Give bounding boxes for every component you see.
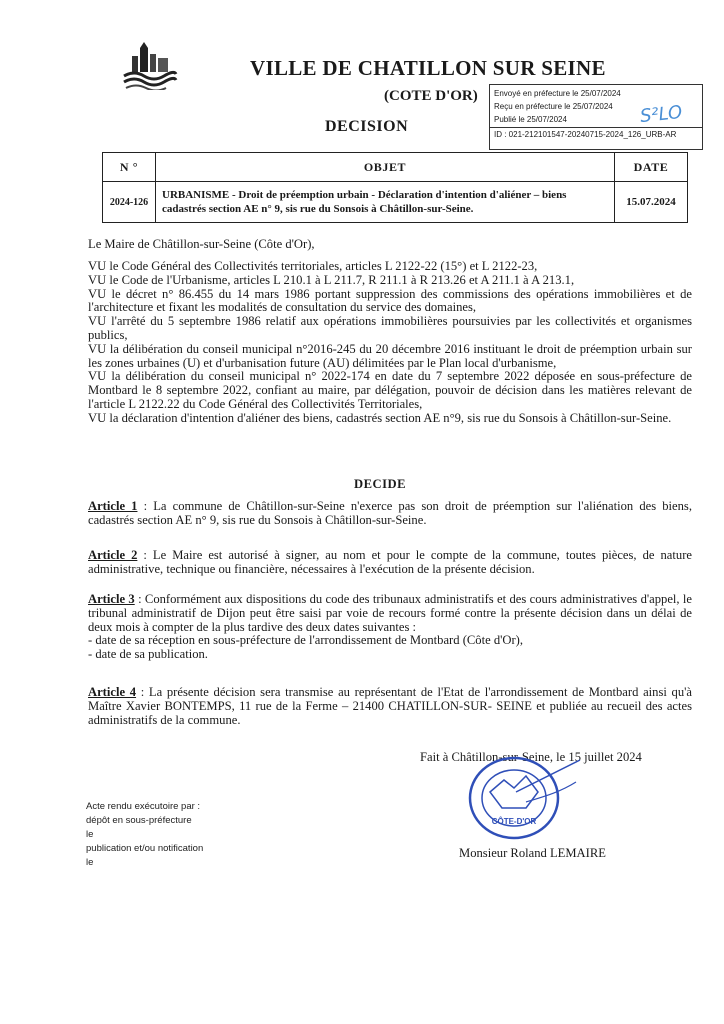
prefecture-published: Publié le 25/07/2024 bbox=[494, 115, 567, 124]
article-3 bbox=[88, 593, 692, 662]
prefecture-received: Reçu en préfecture le 25/07/2024 bbox=[494, 102, 613, 111]
decision-table bbox=[102, 152, 688, 223]
prefecture-id: ID : 021-212101547-20240715-2024_126_URB-AR bbox=[490, 127, 702, 141]
article-text: : Le Maire est autorisé à signer, au nom et pour le compte de la commune, toutes pièces, de nature administrative, technique ou financière, nécessaires à l'exécution de la présente décision. bbox=[88, 548, 692, 576]
article-label: Article 4 bbox=[88, 685, 137, 699]
article-2 bbox=[88, 549, 692, 577]
article-text: : La commune de Châtillon-sur-Seine n'exerce pas son droit de préemption sur l'aliénation des biens, cadastrés section AE n° 9, sis rue du Sonsois à Châtillon-sur-Seine. bbox=[88, 499, 692, 527]
article-text: : Conformément aux dispositions du code des tribunaux administratifs et des cours administratives d'appel, le tribunal administratif de Dijon peut être saisi par voie de recours formé contre la présente décision dans un délai de deux mois à compter de la plus tardive des deux dates suivantes : bbox=[88, 592, 692, 634]
prefecture-sent: Envoyé en préfecture le 25/07/2024 bbox=[494, 89, 621, 98]
enforcement-line: le bbox=[86, 829, 94, 840]
column-header-number: N ° bbox=[103, 153, 156, 182]
article-label: Article 2 bbox=[88, 548, 138, 562]
enforcement-line: publication et/ou notification bbox=[86, 843, 204, 854]
enforcement-note bbox=[86, 800, 226, 870]
consideration-item: VU la délibération du conseil municipal n° 2022-174 en date du 7 septembre 2022 déposée en sous-préfecture de Montbard le 8 septembre 2022, confiant au maire, par délégation, pouvoir de décision dans les matières relevant de l'article L 2122.22 du Code Général des Collectivités Territoriales, bbox=[88, 369, 692, 411]
page-subtitle: (COTE D'OR) bbox=[384, 88, 478, 104]
city-logo bbox=[120, 42, 178, 90]
decision-objet: URBANISME - Droit de préemption urbain - Déclaration d'intention d'aliéner – biens cadastrés section AE n° 9, sis rue du Sonsois à Châtillon-sur-Seine. bbox=[156, 182, 615, 223]
enforcement-line: dépôt en sous-préfecture bbox=[86, 815, 192, 826]
article-label: Article 1 bbox=[88, 499, 138, 513]
enforcement-line: le bbox=[86, 857, 94, 868]
article-1 bbox=[88, 500, 692, 528]
consideration-item: VU la déclaration d'intention d'aliéner des biens, cadastrés section AE n°9, sis rue du Sonsois à Châtillon-sur-Seine. bbox=[88, 410, 672, 425]
official-stamp bbox=[456, 752, 584, 844]
decision-date: 15.07.2024 bbox=[615, 182, 688, 223]
consideration-item: VU l'arrêté du 5 septembre 1986 relatif aux opérations immobilières poursuivies par les collectivités et organismes publics, bbox=[88, 314, 692, 342]
consideration-item: VU le décret n° 86.455 du 14 mars 1986 portant suppression des commissions des opérations immobilières et de l'architecture et fixant les modalités de consultation du service des domaines, bbox=[88, 286, 692, 315]
decide-heading: DECIDE bbox=[354, 477, 406, 491]
column-header-objet: OBJET bbox=[156, 153, 615, 182]
article-4 bbox=[88, 686, 692, 727]
considerations-list bbox=[88, 260, 692, 426]
article-text: : La présente décision sera transmise au représentant de l'Etat de l'arrondissement de Montbard ainsi qu'à Maître Xavier BONTEMPS, 11 rue de la Ferme – 21400 CHATILLON-SUR- SEINE et publiée au recueil des actes administratifs de la commune. bbox=[88, 685, 692, 727]
column-header-date: DATE bbox=[615, 153, 688, 182]
handwritten-annotation: S²LO bbox=[639, 101, 684, 128]
consideration-item: VU la délibération du conseil municipal n°2016-245 du 20 décembre 2016 instituant le droit de préemption urbain sur les zones urbaines (U) et d'urbanisation future (AU) délimitées par le Plan local d'urbanisme, bbox=[88, 341, 692, 370]
decision-number: 2024-126 bbox=[103, 182, 156, 223]
article-item: - date de sa réception en sous-préfecture de l'arrondissement de Montbard (Côte d'Or), bbox=[88, 633, 524, 648]
enforcement-line: Acte rendu exécutoire par : bbox=[86, 801, 201, 812]
consideration-item: VU le Code de l'Urbanisme, articles L 210.1 à L 211.7, R 211.1 à R 213.26 et A 211.1 à A 213.1, bbox=[88, 272, 575, 287]
stamp-text-bottom: CÔTE-D'OR bbox=[491, 817, 537, 826]
intro-line: Le Maire de Châtillon-sur-Seine (Côte d'Or), bbox=[88, 237, 315, 251]
document-type: DECISION bbox=[325, 118, 409, 135]
signer-name: Monsieur Roland LEMAIRE bbox=[459, 846, 606, 860]
page-title: VILLE DE CHATILLON SUR SEINE bbox=[250, 56, 606, 80]
article-item: - date de sa publication. bbox=[88, 647, 208, 662]
place-date: Fait à Châtillon-sur-Seine, le 15 juillet 2024 bbox=[420, 750, 642, 764]
consideration-item: VU le Code Général des Collectivités territoriales, articles L 2122-22 (15°) et L 2122-23, bbox=[88, 259, 538, 273]
article-label: Article 3 bbox=[88, 592, 135, 606]
